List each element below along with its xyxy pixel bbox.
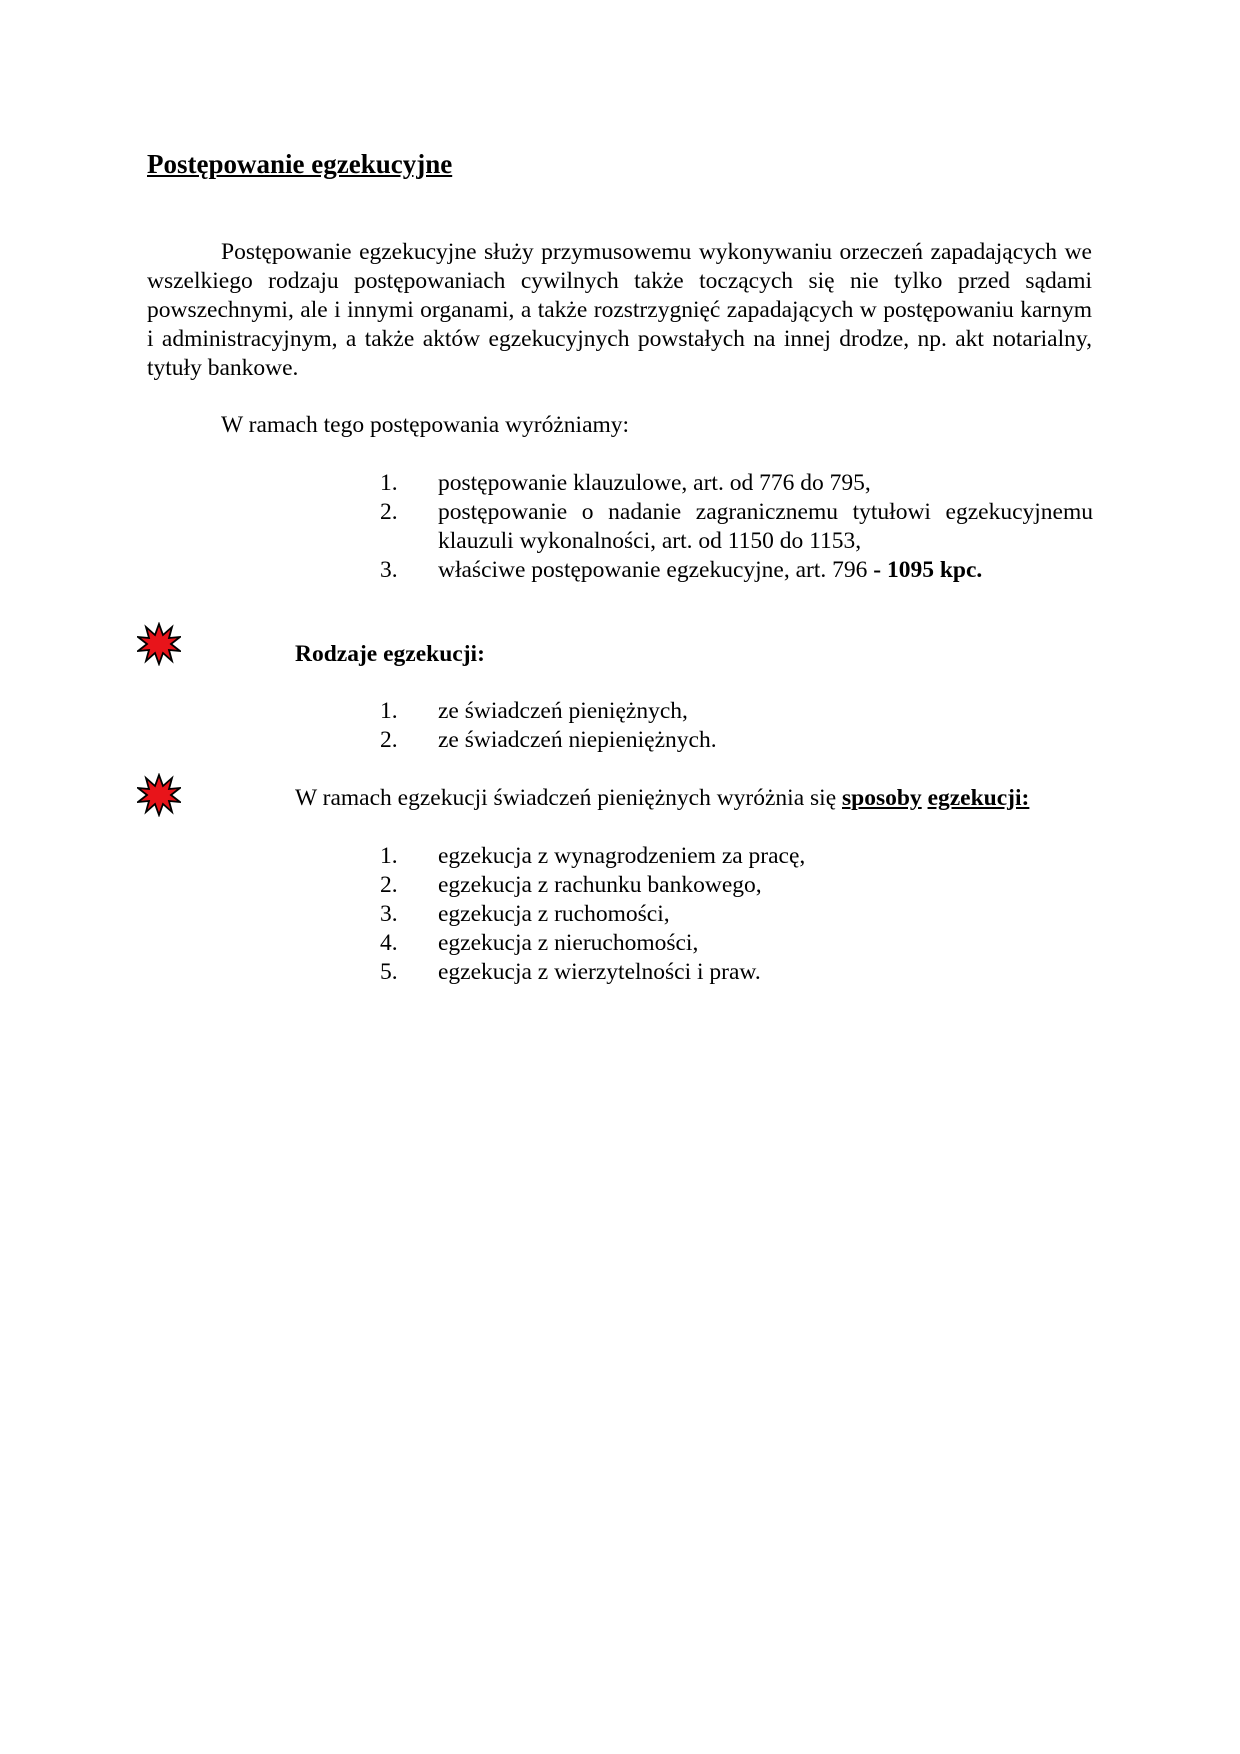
list-text: egzekucja z wierzytelności i praw.	[438, 959, 761, 985]
methods-list	[380, 842, 1093, 987]
list-item	[380, 726, 1093, 755]
list-text	[438, 556, 1093, 585]
list-item	[380, 871, 1093, 900]
list-text: postępowanie klauzulowe, art. od 776 do 795,	[438, 470, 871, 496]
list-item	[380, 498, 1093, 556]
list-text: egzekucja z rachunku bankowego,	[438, 872, 762, 898]
list-number: 3.	[380, 557, 398, 583]
list-text: ze świadczeń niepieniężnych.	[438, 727, 717, 753]
list-text: ze świadczeń pieniężnych,	[438, 698, 688, 724]
types-list	[380, 697, 1093, 755]
proceedings-list	[380, 469, 1093, 585]
list-text-plain: właściwe postępowanie egzekucyjne, art. 796	[438, 557, 874, 583]
sentence-plain: W ramach egzekucji świadczeń pieniężnych wyróżnia się	[295, 785, 842, 811]
list-text: egzekucja z nieruchomości,	[438, 930, 699, 956]
red-starburst-icon	[137, 622, 181, 666]
list-number: 1.	[380, 470, 398, 496]
list-item	[380, 697, 1093, 726]
red-starburst-icon	[137, 773, 181, 817]
methods-sentence	[295, 784, 1029, 813]
list-item	[380, 900, 1093, 929]
list-text-bold: - 1095 kpc.	[873, 557, 983, 583]
list-item	[380, 958, 1093, 987]
types-heading: Rodzaje egzekucji:	[295, 641, 485, 667]
list-item	[380, 469, 1093, 498]
list-number: 3.	[380, 901, 398, 927]
list-text: egzekucja z ruchomości,	[438, 901, 670, 927]
list-item	[380, 556, 1093, 585]
list-number: 2.	[380, 499, 398, 525]
sentence-bold-2: egzekucji:	[927, 785, 1030, 811]
list-item	[380, 929, 1093, 958]
intro-paragraph: Postępowanie egzekucyjne służy przymusowemu wykonywaniu orzeczeń zapadających we wszelkiego rodzaju postępowaniach cywilnych także toczących się nie tylko przed sądami powszechnymi, ale i innymi organami, a także rozstrzygnięć zapadających w postępowaniu karnym i administracyjnym, a także aktów egzekucyjnych powstałych na innej drodze, np. akt notarialny, tytuły bankowe.	[147, 239, 1092, 381]
list-text: egzekucja z wynagrodzeniem za pracę,	[438, 843, 806, 869]
list-number: 4.	[380, 930, 398, 956]
list-number: 5.	[380, 959, 398, 985]
list-number: 1.	[380, 698, 398, 724]
list-number: 2.	[380, 727, 398, 753]
list-text: postępowanie o nadanie zagranicznemu tytułowi egzekucyjnemu klauzuli wykonalności, art. od 1150 do 1153,	[438, 499, 1093, 554]
list-number: 1.	[380, 843, 398, 869]
document-title: Postępowanie egzekucyjne	[147, 149, 453, 179]
sentence-bold-1: sposoby	[842, 785, 922, 811]
list-item	[380, 842, 1093, 871]
list-number: 2.	[380, 872, 398, 898]
list-intro: W ramach tego postępowania wyróżniamy:	[221, 412, 630, 438]
